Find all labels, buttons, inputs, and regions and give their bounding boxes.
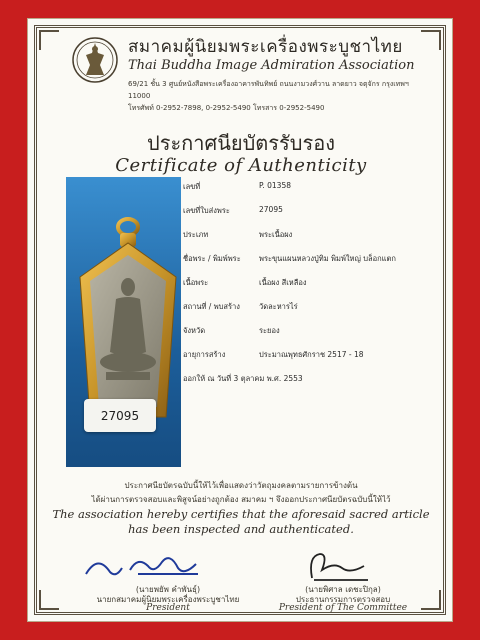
committee-role-english: President of The Committee bbox=[278, 603, 408, 613]
amulet-number-tag: 27095 bbox=[84, 399, 156, 432]
org-address bbox=[128, 78, 428, 114]
table-row bbox=[181, 301, 437, 317]
certify-text-thai-1: ประกาศนียบัตรฉบับนี้ให้ไว้เพื่อแสดงว่าวัตถุมงคลตามรายการข้างต้น bbox=[124, 481, 358, 490]
president-role-thai: นายกสมาคมผู้นิยมพระเครื่องพระบูชาไทย bbox=[96, 595, 240, 604]
row-value: เนื้อผง สีเหลือง bbox=[259, 278, 307, 287]
table-row bbox=[181, 349, 437, 365]
table-row bbox=[181, 229, 437, 245]
corner-ornament bbox=[421, 30, 441, 50]
row-value: ประมาณพุทธศักราช 2517 - 18 bbox=[259, 350, 364, 359]
certify-text-english-1: The association hereby certifies that the aforesaid sacred article bbox=[52, 507, 430, 521]
phone-line: โทรศัพท์ 0-2952-7898, 0-2952-5490 โทรสาร 0-2952-5490 bbox=[128, 104, 325, 112]
table-row bbox=[181, 253, 437, 269]
table-row bbox=[181, 181, 437, 197]
certify-text-thai-2: ได้ผ่านการตรวจสอบและพิสูจน์อย่างถูกต้อง สมาคม ฯ จึงออกประกาศนียบัตรฉบับนี้ให้ไว้ bbox=[91, 495, 391, 504]
row-key: อายุการสร้าง bbox=[183, 350, 226, 359]
president-name: (นายพยัพ คำพันธุ์) bbox=[135, 585, 201, 594]
row-value: วัดละหารไร่ bbox=[259, 302, 298, 311]
row-value: P. 01358 bbox=[259, 181, 291, 190]
row-value: พระเนื้อผง bbox=[259, 230, 293, 239]
certificate-paper bbox=[27, 18, 453, 622]
committee-role-thai: ประธานกรรมการตรวจสอบ bbox=[295, 595, 391, 604]
association-logo-icon bbox=[70, 33, 120, 87]
committee-signature-icon bbox=[268, 544, 408, 584]
table-row bbox=[181, 373, 437, 389]
row-key: สถานที่ / พบสร้าง bbox=[183, 302, 240, 311]
row-key: เนื้อพระ bbox=[183, 278, 209, 287]
row-key: เลขที่ใบส่งพระ bbox=[183, 206, 230, 215]
amulet-photo bbox=[56, 177, 181, 467]
row-value: 27095 bbox=[259, 205, 283, 214]
org-name-thai: สมาคมผู้นิยมพระเครื่องพระบูชาไทย bbox=[128, 37, 403, 57]
table-row bbox=[181, 325, 437, 341]
row-key: ออกให้ ณ วันที่ 3 ตุลาคม พ.ศ. 2553 bbox=[183, 374, 303, 383]
corner-ornament bbox=[39, 30, 59, 50]
table-row bbox=[181, 277, 437, 293]
org-name-english: Thai Buddha Image Admiration Association bbox=[128, 58, 415, 73]
details-table bbox=[181, 177, 437, 467]
row-key: ประเภท bbox=[183, 230, 209, 239]
corner-ornament bbox=[39, 590, 59, 610]
address-line: 69/21 ชั้น 3 ศูนย์หนังสือพระเครื่องอาคารพันทิพย์ ถนนงามวงศ์วาน ลาดยาว จตุจักร กรุงเทพฯ 11000 bbox=[128, 80, 409, 100]
row-key: ชื่อพระ / พิมพ์พระ bbox=[183, 254, 241, 263]
president-role-english: President bbox=[146, 603, 190, 613]
row-key: จังหวัด bbox=[183, 326, 206, 335]
president-signature-icon bbox=[78, 544, 238, 584]
row-key: เลขที่ bbox=[183, 182, 201, 191]
row-value: ระยอง bbox=[259, 326, 280, 335]
certify-text-english-2: has been inspected and authenticated. bbox=[128, 522, 354, 536]
table-row bbox=[181, 205, 437, 221]
title-english: Certificate of Authenticity bbox=[115, 155, 367, 176]
title-thai: ประกาศนียบัตรรับรอง bbox=[147, 131, 335, 155]
committee-president-name: (นายพิศาล เดชะปิกุล) bbox=[305, 585, 381, 594]
row-value: พระขุนแผนหลวงปู่ทิม พิมพ์ใหญ่ บล็อกแตก bbox=[259, 254, 396, 263]
